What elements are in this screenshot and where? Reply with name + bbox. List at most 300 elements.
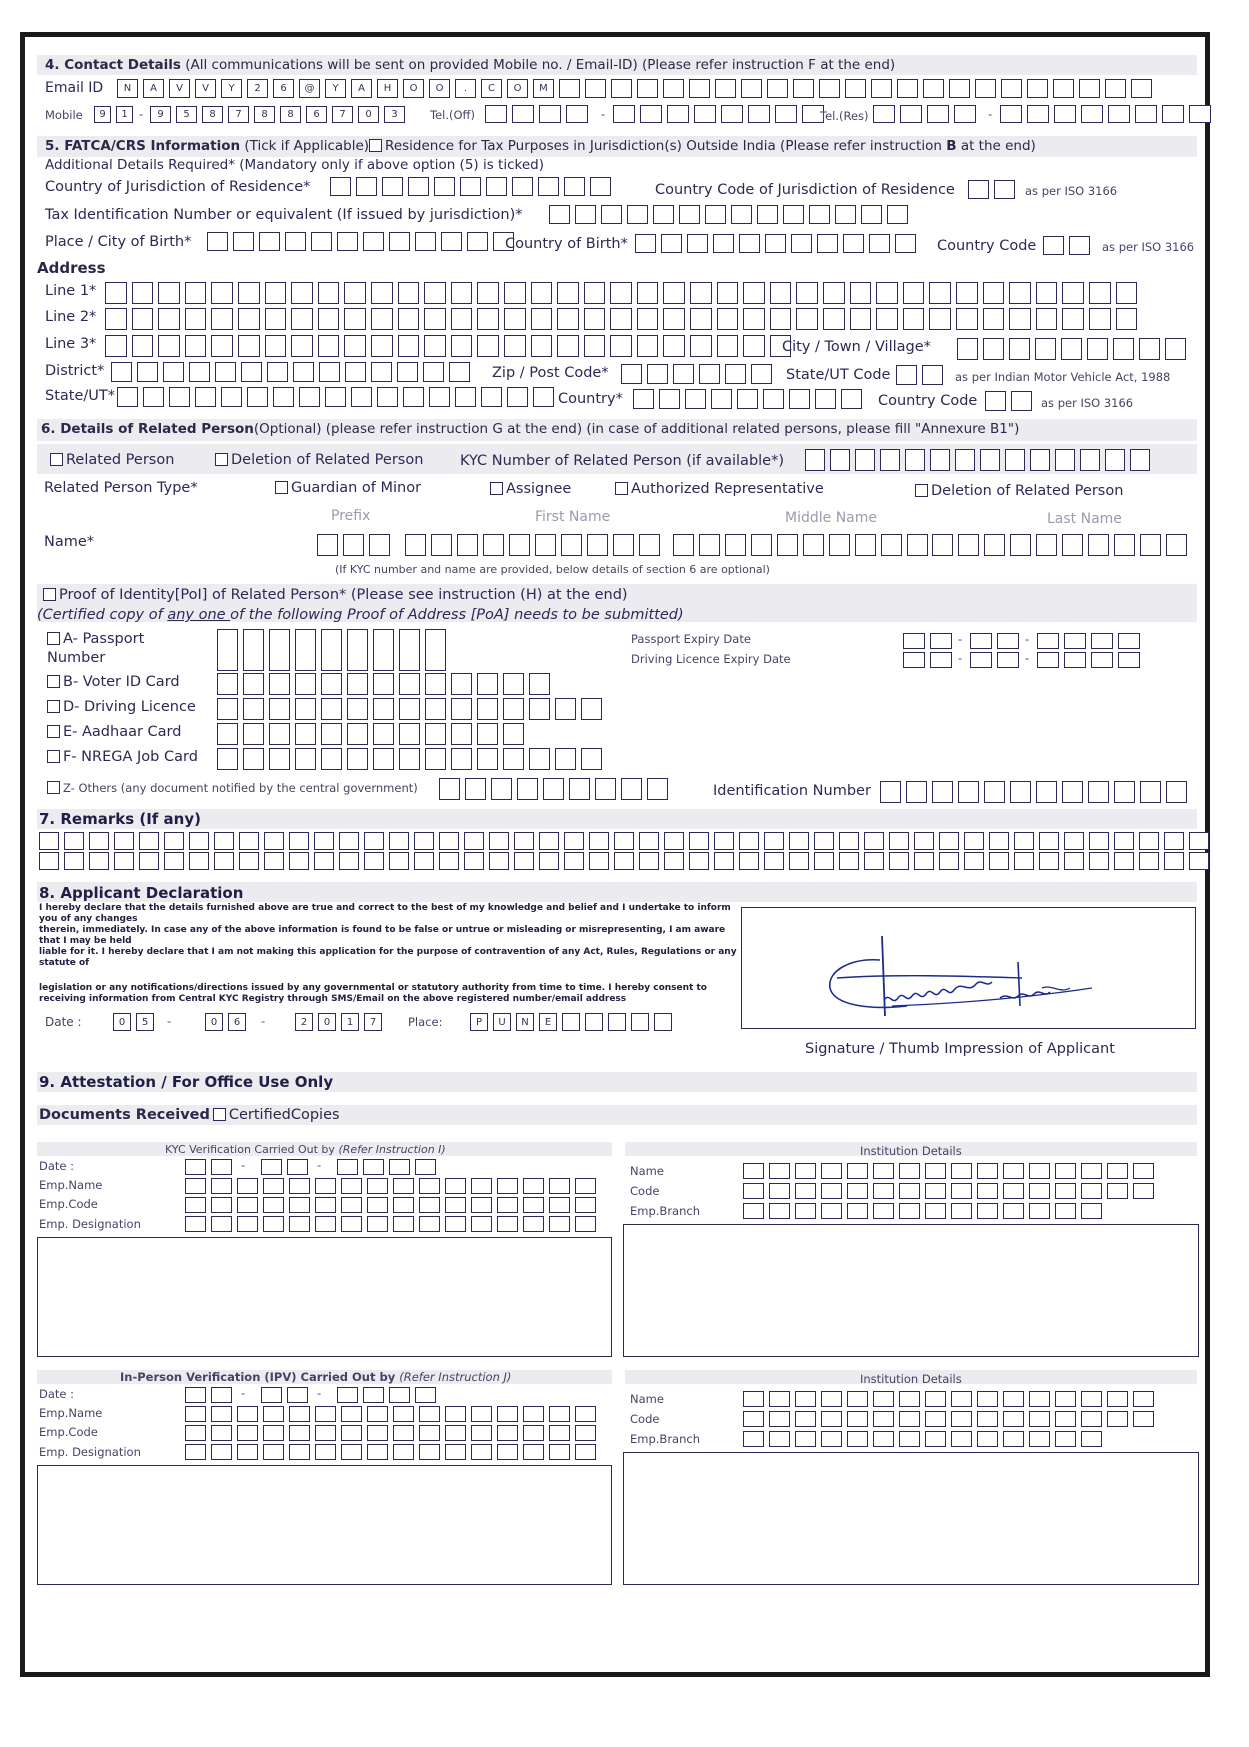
char-box[interactable] xyxy=(314,832,334,850)
char-box[interactable] xyxy=(871,79,892,98)
char-box[interactable] xyxy=(873,105,895,123)
char-box[interactable] xyxy=(880,449,900,471)
char-box[interactable] xyxy=(887,205,908,224)
char-box[interactable] xyxy=(238,308,260,330)
char-box[interactable] xyxy=(549,1178,570,1194)
char-box[interactable] xyxy=(889,832,909,850)
prefix-field[interactable] xyxy=(317,534,390,556)
char-box[interactable] xyxy=(111,362,132,382)
char-box[interactable] xyxy=(419,1425,440,1441)
related-person-checkbox[interactable] xyxy=(50,453,63,466)
char-box[interactable] xyxy=(315,1216,336,1232)
voter-id-field[interactable] xyxy=(217,673,550,695)
char-box[interactable] xyxy=(748,105,770,123)
char-box[interactable] xyxy=(549,1197,570,1213)
char-box[interactable] xyxy=(158,335,180,357)
char-box[interactable] xyxy=(367,1197,388,1213)
char-box[interactable] xyxy=(497,1444,518,1460)
char-box[interactable] xyxy=(467,232,488,251)
char-box[interactable]: C xyxy=(481,79,502,98)
char-box[interactable] xyxy=(764,852,784,870)
passport-number-field[interactable] xyxy=(217,629,446,671)
char-box[interactable] xyxy=(425,748,446,770)
passport-expiry-dd[interactable] xyxy=(903,633,952,649)
char-box[interactable] xyxy=(39,852,59,870)
char-box[interactable] xyxy=(345,362,366,382)
char-box[interactable] xyxy=(589,852,609,870)
char-box[interactable] xyxy=(1029,1391,1050,1407)
char-box[interactable]: . xyxy=(455,79,476,98)
char-box[interactable] xyxy=(449,362,470,382)
char-box[interactable] xyxy=(977,1431,998,1447)
char-box[interactable] xyxy=(980,449,1000,471)
char-box[interactable] xyxy=(1003,1163,1024,1179)
char-box[interactable] xyxy=(497,1197,518,1213)
char-box[interactable] xyxy=(930,449,950,471)
char-box[interactable] xyxy=(989,852,1009,870)
identification-number-field[interactable] xyxy=(880,781,1187,803)
char-box[interactable] xyxy=(1081,1411,1102,1427)
char-box[interactable] xyxy=(869,234,890,253)
char-box[interactable] xyxy=(559,79,580,98)
char-box[interactable] xyxy=(237,1178,258,1194)
char-box[interactable] xyxy=(339,832,359,850)
authorized-checkbox[interactable] xyxy=(615,482,628,495)
char-box[interactable] xyxy=(238,335,260,357)
char-box[interactable] xyxy=(211,1406,232,1422)
char-box[interactable] xyxy=(211,335,233,357)
char-box[interactable] xyxy=(1135,105,1157,123)
char-box[interactable] xyxy=(514,832,534,850)
char-box[interactable] xyxy=(601,205,622,224)
char-box[interactable] xyxy=(1139,338,1160,360)
char-box[interactable] xyxy=(590,177,611,196)
char-box[interactable] xyxy=(289,1216,310,1232)
char-box[interactable] xyxy=(529,748,550,770)
char-box[interactable] xyxy=(639,832,659,850)
country-code-field[interactable] xyxy=(1043,236,1090,255)
char-box[interactable] xyxy=(968,180,989,199)
char-box[interactable] xyxy=(899,1163,920,1179)
char-box[interactable] xyxy=(269,748,290,770)
char-box[interactable] xyxy=(185,282,207,304)
char-box[interactable] xyxy=(367,1406,388,1422)
char-box[interactable] xyxy=(914,832,934,850)
char-box[interactable]: 5 xyxy=(176,106,197,123)
char-box[interactable] xyxy=(714,832,734,850)
char-box[interactable] xyxy=(585,79,606,98)
char-box[interactable] xyxy=(575,1406,596,1422)
char-box[interactable] xyxy=(1131,79,1152,98)
char-box[interactable] xyxy=(932,534,953,556)
char-box[interactable] xyxy=(767,79,788,98)
char-box[interactable] xyxy=(821,1391,842,1407)
kyc-number-field[interactable] xyxy=(805,449,1150,471)
char-box[interactable] xyxy=(341,1216,362,1232)
char-box[interactable] xyxy=(451,748,472,770)
char-box[interactable] xyxy=(243,629,264,671)
char-box[interactable] xyxy=(1081,1183,1102,1199)
char-box[interactable] xyxy=(925,1431,946,1447)
char-box[interactable] xyxy=(585,1013,603,1031)
char-box[interactable] xyxy=(211,1425,232,1441)
char-box[interactable] xyxy=(687,234,708,253)
char-box[interactable] xyxy=(581,698,602,720)
char-box[interactable] xyxy=(1000,105,1022,123)
char-box[interactable] xyxy=(929,308,951,330)
char-box[interactable] xyxy=(861,205,882,224)
char-box[interactable] xyxy=(477,673,498,695)
char-box[interactable] xyxy=(471,1425,492,1441)
char-box[interactable] xyxy=(367,1216,388,1232)
char-box[interactable] xyxy=(690,308,712,330)
char-box[interactable] xyxy=(285,232,306,251)
char-box[interactable] xyxy=(584,308,606,330)
char-box[interactable] xyxy=(699,534,720,556)
char-box[interactable] xyxy=(267,362,288,382)
char-box[interactable] xyxy=(408,177,429,196)
char-box[interactable] xyxy=(1035,338,1056,360)
char-box[interactable] xyxy=(477,308,499,330)
char-box[interactable] xyxy=(445,1197,466,1213)
char-box[interactable] xyxy=(1105,449,1125,471)
char-box[interactable] xyxy=(847,1411,868,1427)
char-box[interactable] xyxy=(1009,282,1031,304)
voter-checkbox[interactable] xyxy=(47,675,60,688)
char-box[interactable]: A xyxy=(351,79,372,98)
char-box[interactable] xyxy=(237,1444,258,1460)
char-box[interactable] xyxy=(823,282,845,304)
char-box[interactable] xyxy=(711,389,732,409)
char-box[interactable] xyxy=(823,308,845,330)
char-box[interactable] xyxy=(637,79,658,98)
char-box[interactable] xyxy=(164,852,184,870)
char-box[interactable] xyxy=(1089,282,1111,304)
char-box[interactable] xyxy=(531,282,553,304)
char-box[interactable] xyxy=(1114,534,1135,556)
char-box[interactable] xyxy=(1061,338,1082,360)
ipv-emp-branch-field[interactable] xyxy=(743,1431,1102,1447)
char-box[interactable] xyxy=(477,723,498,745)
driving-licence-field[interactable] xyxy=(217,698,602,720)
char-box[interactable] xyxy=(613,534,634,556)
ipv-date-dd[interactable] xyxy=(185,1387,232,1403)
char-box[interactable] xyxy=(958,781,979,803)
char-box[interactable] xyxy=(337,232,358,251)
char-box[interactable] xyxy=(847,1431,868,1447)
char-box[interactable] xyxy=(905,449,925,471)
char-box[interactable]: H xyxy=(377,79,398,98)
zip-field[interactable] xyxy=(621,364,772,384)
char-box[interactable] xyxy=(613,105,635,123)
char-box[interactable] xyxy=(451,308,473,330)
char-box[interactable] xyxy=(873,1391,894,1407)
char-box[interactable] xyxy=(939,852,959,870)
char-box[interactable] xyxy=(549,1406,570,1422)
char-box[interactable] xyxy=(1081,1431,1102,1447)
char-box[interactable] xyxy=(195,387,216,407)
char-box[interactable] xyxy=(1043,236,1064,255)
char-box[interactable] xyxy=(538,177,559,196)
char-box[interactable] xyxy=(1009,308,1031,330)
char-box[interactable] xyxy=(439,852,459,870)
char-box[interactable] xyxy=(789,852,809,870)
char-box[interactable] xyxy=(504,335,526,357)
char-box[interactable] xyxy=(977,1391,998,1407)
char-box[interactable] xyxy=(847,1391,868,1407)
char-box[interactable] xyxy=(445,1425,466,1441)
char-box[interactable] xyxy=(783,205,804,224)
char-box[interactable] xyxy=(1055,449,1075,471)
char-box[interactable] xyxy=(713,234,734,253)
char-box[interactable]: 0 xyxy=(113,1013,131,1031)
char-box[interactable] xyxy=(1118,633,1140,649)
char-box[interactable] xyxy=(611,79,632,98)
char-box[interactable] xyxy=(575,1425,596,1441)
char-box[interactable] xyxy=(1140,534,1161,556)
char-box[interactable] xyxy=(364,832,384,850)
ipv-stamp-box-left[interactable] xyxy=(37,1465,612,1585)
ipv-emp-code-field[interactable] xyxy=(185,1425,596,1441)
char-box[interactable] xyxy=(369,534,390,556)
char-box[interactable] xyxy=(951,1183,972,1199)
char-box[interactable] xyxy=(956,282,978,304)
char-box[interactable] xyxy=(399,748,420,770)
char-box[interactable] xyxy=(589,832,609,850)
char-box[interactable] xyxy=(789,832,809,850)
char-box[interactable] xyxy=(211,1216,232,1232)
char-box[interactable] xyxy=(214,852,234,870)
char-box[interactable] xyxy=(373,723,394,745)
char-box[interactable] xyxy=(984,781,1005,803)
char-box[interactable] xyxy=(1062,282,1084,304)
char-box[interactable] xyxy=(1164,852,1184,870)
char-box[interactable] xyxy=(1003,1203,1024,1219)
char-box[interactable] xyxy=(424,335,446,357)
char-box[interactable] xyxy=(321,698,342,720)
char-box[interactable] xyxy=(663,335,685,357)
char-box[interactable] xyxy=(793,79,814,98)
char-box[interactable] xyxy=(809,205,830,224)
char-box[interactable] xyxy=(289,832,309,850)
char-box[interactable] xyxy=(471,1178,492,1194)
nrega-field[interactable] xyxy=(217,748,602,770)
char-box[interactable] xyxy=(932,781,953,803)
char-box[interactable] xyxy=(132,282,154,304)
char-box[interactable] xyxy=(880,781,901,803)
char-box[interactable] xyxy=(989,832,1009,850)
char-box[interactable] xyxy=(555,748,576,770)
char-box[interactable] xyxy=(477,748,498,770)
char-box[interactable] xyxy=(685,389,706,409)
char-box[interactable] xyxy=(639,852,659,870)
char-box[interactable] xyxy=(483,534,504,556)
char-box[interactable] xyxy=(523,1197,544,1213)
char-box[interactable] xyxy=(295,673,316,695)
char-box[interactable] xyxy=(399,723,420,745)
char-box[interactable] xyxy=(839,832,859,850)
char-box[interactable]: 8 xyxy=(280,106,301,123)
char-box[interactable] xyxy=(295,698,316,720)
char-box[interactable] xyxy=(523,1216,544,1232)
char-box[interactable] xyxy=(581,748,602,770)
char-box[interactable] xyxy=(291,335,313,357)
char-box[interactable] xyxy=(211,308,233,330)
char-box[interactable] xyxy=(1140,781,1161,803)
char-box[interactable] xyxy=(796,282,818,304)
char-box[interactable] xyxy=(211,282,233,304)
char-box[interactable] xyxy=(265,282,287,304)
char-box[interactable] xyxy=(315,1406,336,1422)
char-box[interactable] xyxy=(1055,1183,1076,1199)
char-box[interactable] xyxy=(1037,633,1059,649)
char-box[interactable] xyxy=(994,180,1015,199)
char-box[interactable] xyxy=(424,308,446,330)
char-box[interactable] xyxy=(414,852,434,870)
char-box[interactable] xyxy=(796,308,818,330)
char-box[interactable]: 2 xyxy=(247,79,268,98)
char-box[interactable] xyxy=(1029,1411,1050,1427)
country-code-jurisdiction-field[interactable] xyxy=(968,180,1015,199)
char-box[interactable] xyxy=(169,387,190,407)
char-box[interactable]: U xyxy=(493,1013,511,1031)
char-box[interactable] xyxy=(531,308,553,330)
char-box[interactable] xyxy=(1107,1183,1128,1199)
char-box[interactable] xyxy=(956,308,978,330)
char-box[interactable] xyxy=(347,698,368,720)
char-box[interactable] xyxy=(289,1425,310,1441)
char-box[interactable] xyxy=(997,652,1019,668)
country-code-field-2[interactable] xyxy=(985,391,1032,411)
char-box[interactable] xyxy=(635,234,656,253)
char-box[interactable] xyxy=(137,362,158,382)
char-box[interactable] xyxy=(769,1411,790,1427)
char-box[interactable] xyxy=(517,778,538,800)
char-box[interactable] xyxy=(743,282,765,304)
char-box[interactable] xyxy=(743,1203,764,1219)
char-box[interactable] xyxy=(653,205,674,224)
char-box[interactable] xyxy=(977,1163,998,1179)
char-box[interactable] xyxy=(1133,1183,1154,1199)
char-box[interactable] xyxy=(185,308,207,330)
char-box[interactable] xyxy=(614,832,634,850)
char-box[interactable] xyxy=(637,335,659,357)
char-box[interactable] xyxy=(923,79,944,98)
char-box[interactable] xyxy=(614,852,634,870)
char-box[interactable] xyxy=(1027,105,1049,123)
char-box[interactable] xyxy=(507,387,528,407)
char-box[interactable] xyxy=(795,1203,816,1219)
char-box[interactable] xyxy=(325,387,346,407)
char-box[interactable] xyxy=(637,308,659,330)
char-box[interactable] xyxy=(269,673,290,695)
char-box[interactable] xyxy=(997,633,1019,649)
char-box[interactable] xyxy=(557,335,579,357)
char-box[interactable] xyxy=(189,832,209,850)
char-box[interactable] xyxy=(1062,781,1083,803)
char-box[interactable] xyxy=(855,449,875,471)
char-box[interactable] xyxy=(287,1159,308,1175)
char-box[interactable] xyxy=(1107,1391,1128,1407)
char-box[interactable] xyxy=(876,282,898,304)
char-box[interactable] xyxy=(64,852,84,870)
char-box[interactable] xyxy=(821,1163,842,1179)
char-box[interactable]: 6 xyxy=(228,1013,246,1031)
char-box[interactable] xyxy=(699,364,720,384)
char-box[interactable] xyxy=(951,1203,972,1219)
address-line2-field[interactable] xyxy=(105,308,1137,330)
signature-box[interactable] xyxy=(741,907,1196,1029)
tel-off-field[interactable] xyxy=(613,105,824,123)
char-box[interactable] xyxy=(769,1163,790,1179)
char-box[interactable] xyxy=(397,362,418,382)
char-box[interactable]: V xyxy=(195,79,216,98)
char-box[interactable] xyxy=(287,1387,308,1403)
char-box[interactable] xyxy=(1166,534,1187,556)
deletion2-checkbox[interactable] xyxy=(915,484,928,497)
char-box[interactable]: M xyxy=(533,79,554,98)
char-box[interactable] xyxy=(821,1183,842,1199)
char-box[interactable] xyxy=(497,1406,518,1422)
char-box[interactable] xyxy=(925,1163,946,1179)
char-box[interactable] xyxy=(584,282,606,304)
char-box[interactable]: 7 xyxy=(332,106,353,123)
char-box[interactable] xyxy=(906,781,927,803)
char-box[interactable] xyxy=(415,232,436,251)
char-box[interactable] xyxy=(970,633,992,649)
char-box[interactable] xyxy=(951,1391,972,1407)
char-box[interactable] xyxy=(289,1444,310,1460)
char-box[interactable] xyxy=(259,232,280,251)
char-box[interactable] xyxy=(431,534,452,556)
char-box[interactable] xyxy=(1089,852,1109,870)
char-box[interactable] xyxy=(377,387,398,407)
char-box[interactable] xyxy=(977,1203,998,1219)
char-box[interactable] xyxy=(839,852,859,870)
char-box[interactable] xyxy=(263,1178,284,1194)
char-box[interactable] xyxy=(743,1411,764,1427)
char-box[interactable] xyxy=(631,1013,649,1031)
address-line3-field[interactable] xyxy=(105,335,791,357)
char-box[interactable] xyxy=(185,1425,206,1441)
char-box[interactable] xyxy=(873,1163,894,1179)
char-box[interactable] xyxy=(557,308,579,330)
char-box[interactable] xyxy=(471,1216,492,1232)
char-box[interactable] xyxy=(261,1387,282,1403)
char-box[interactable] xyxy=(949,79,970,98)
ipv-inst-code-field[interactable] xyxy=(743,1411,1154,1427)
char-box[interactable] xyxy=(237,1425,258,1441)
char-box[interactable] xyxy=(389,832,409,850)
residence-checkbox[interactable] xyxy=(369,139,382,152)
char-box[interactable] xyxy=(876,308,898,330)
char-box[interactable] xyxy=(1062,534,1083,556)
char-box[interactable] xyxy=(289,1178,310,1194)
char-box[interactable] xyxy=(1133,1391,1154,1407)
char-box[interactable]: 7 xyxy=(364,1013,382,1031)
char-box[interactable] xyxy=(864,832,884,850)
char-box[interactable] xyxy=(739,852,759,870)
char-box[interactable] xyxy=(1130,449,1150,471)
char-box[interactable]: 9 xyxy=(150,106,171,123)
char-box[interactable] xyxy=(311,232,332,251)
char-box[interactable] xyxy=(163,362,184,382)
char-box[interactable] xyxy=(217,723,238,745)
tel-off-std-field[interactable] xyxy=(485,105,588,123)
char-box[interactable] xyxy=(321,723,342,745)
char-box[interactable] xyxy=(817,234,838,253)
char-box[interactable] xyxy=(415,1159,436,1175)
